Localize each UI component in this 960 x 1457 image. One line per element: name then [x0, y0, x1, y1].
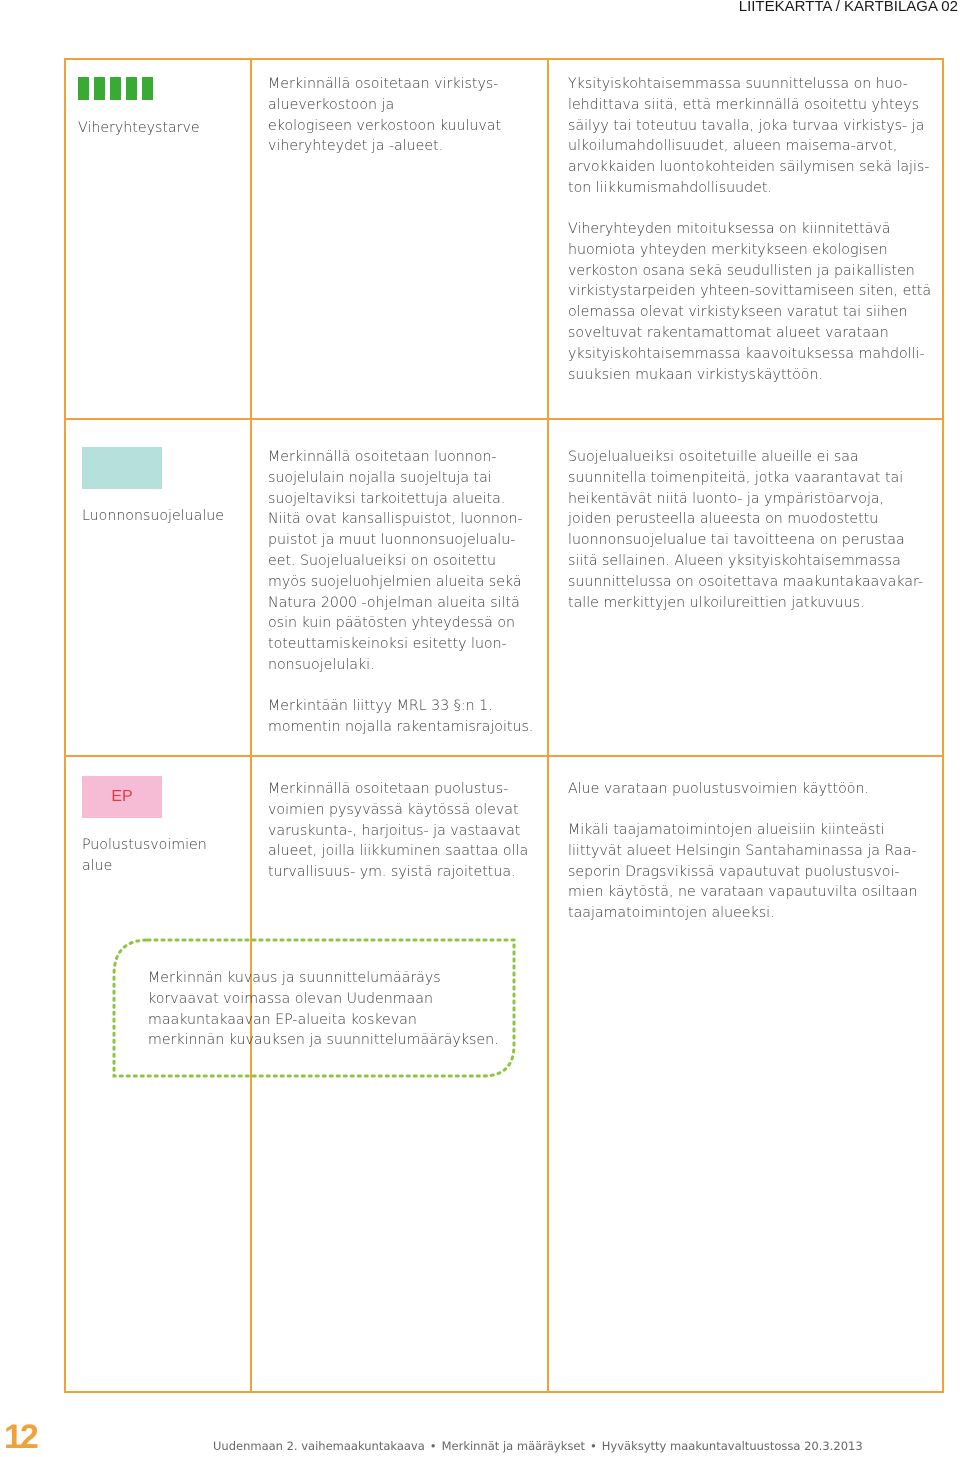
- nature-reserve-symbol: [82, 447, 162, 489]
- row-regulation: Viheryhteyden mitoituksessa on kiinnitettävä huomiota yhteyden merkitykseen ekologisen verkoston osana sekä seudullisten ja paikallisten virkistystarpeiden yhteen-sovittamiseen siten, että olemassa olevat virkistykseen varatut tai siihen soveltuvat rakentamattomat alueet varataan yksityiskohtaisemmassa kaavoituksessa mahdolli- suuksien mukaan virkistyskäyttöön.: [568, 221, 932, 383]
- footer: [213, 1439, 863, 1453]
- column-divider: [547, 58, 549, 1393]
- row-description: Merkinnällä osoitetaan virkistys- alueverkostoon ja ekologiseen verkostoon kuuluvat viheryhteydet ja -alueet.: [268, 76, 502, 155]
- row-regulation: Suojelualueiksi osoitetuille alueille ei saa suunnitella toimenpiteitä, jotka vaarantavat tai heikentävät niitä luonto- ja ympäristöarvoja, joiden perusteella alueesta on muodostettu luonnonsuojelualue tai tavoitteena on perustaa siitä sellainen. Alueen yksityiskohtaisemmassa suunnittelussa on osoitettava maakuntakaavakar- talle merkittyjen ulkoilureittien jatkuvuus.: [568, 449, 924, 611]
- row-label: Luonnonsuojelualue: [82, 508, 225, 524]
- footer-section: Merkinnät ja määräykset: [441, 1439, 585, 1453]
- footer-plan-name: Uudenmaan 2. vaihemaakuntakaava: [213, 1439, 425, 1453]
- row-label: Viheryhteystarve: [78, 120, 200, 136]
- footer-separator: •: [589, 1439, 597, 1453]
- footer-approval: Hyväksytty maakuntavaltuustossa 20.3.2013: [601, 1439, 863, 1453]
- row-regulation: Yksityiskohtaisemmassa suunnittelussa on huo- lehdittava siitä, että merkinnällä osoitettu yhteys säilyy tai toteutuu tavalla, joka turvaa virkistys- ja ulkoilumahdollisuudet, alueen maisema-arvot, arvokkaiden luontokohteiden säilymisen sekä lajis- ton liikkumismahdollisuudet.: [568, 76, 930, 196]
- defence-area-symbol: EP: [82, 776, 162, 818]
- row-divider: [64, 418, 944, 420]
- row-regulation: Alue varataan puolustusvoimien käyttöön.: [568, 781, 869, 797]
- page-header-title: LIITEKARTTA / KARTBILAGA 02: [738, 0, 958, 15]
- page-number: 12: [4, 1418, 36, 1456]
- row-divider: [64, 755, 944, 757]
- footer-separator: •: [429, 1439, 437, 1453]
- row-description: Merkintään liittyy MRL 33 §:n 1. momentin nojalla rakentamisrajoitus.: [268, 698, 534, 735]
- note-text: Merkinnän kuvaus ja suunnittelumääräys korvaavat voimassa olevan Uudenmaan maakuntakaavan EP-alueita koskevan merkinnän kuvauksen ja suunnittelumääräyksen.: [148, 970, 499, 1049]
- green-connection-symbol: [78, 77, 153, 100]
- row-description: Merkinnällä osoitetaan puolustus- voimien pysyvässä käytössä olevat varuskunta-, harjoitus- ja vastaavat alueet, joilla liikkuminen saattaa olla turvallisuus- ym. syistä rajoitettua.: [268, 781, 529, 881]
- row-description: Merkinnällä osoitetaan luonnon- suojelulain nojalla suojeltuja tai suojeltaviksi tarkoitettuja alueita. Niitä ovat kansallispuistot, luonnon- puistot ja muut luonnonsuojelualu- eet. Suojelualueiksi on osoitettu myös suojeluohjelmien alueita sekä Natura 2000 -ohjelman alueita siltä osin kuin päätösten yhteydessä on toteuttamiskeinoksi esitetty luon- nonsuojelulaki.: [268, 449, 523, 673]
- column-divider: [250, 58, 252, 1393]
- row-label: Puolustusvoimien alue: [82, 837, 207, 874]
- row-regulation: Mikäli taajamatoimintojen alueisiin kiinteästi liittyvät alueet Helsingin Santahaminassa ja Raa- seporin Dragsvikissä vapautuvat puolustusvoi- mien käytöstä, ne varataan vapautuvilta osiltaan taajamatoimintojen alueeksi.: [568, 822, 918, 922]
